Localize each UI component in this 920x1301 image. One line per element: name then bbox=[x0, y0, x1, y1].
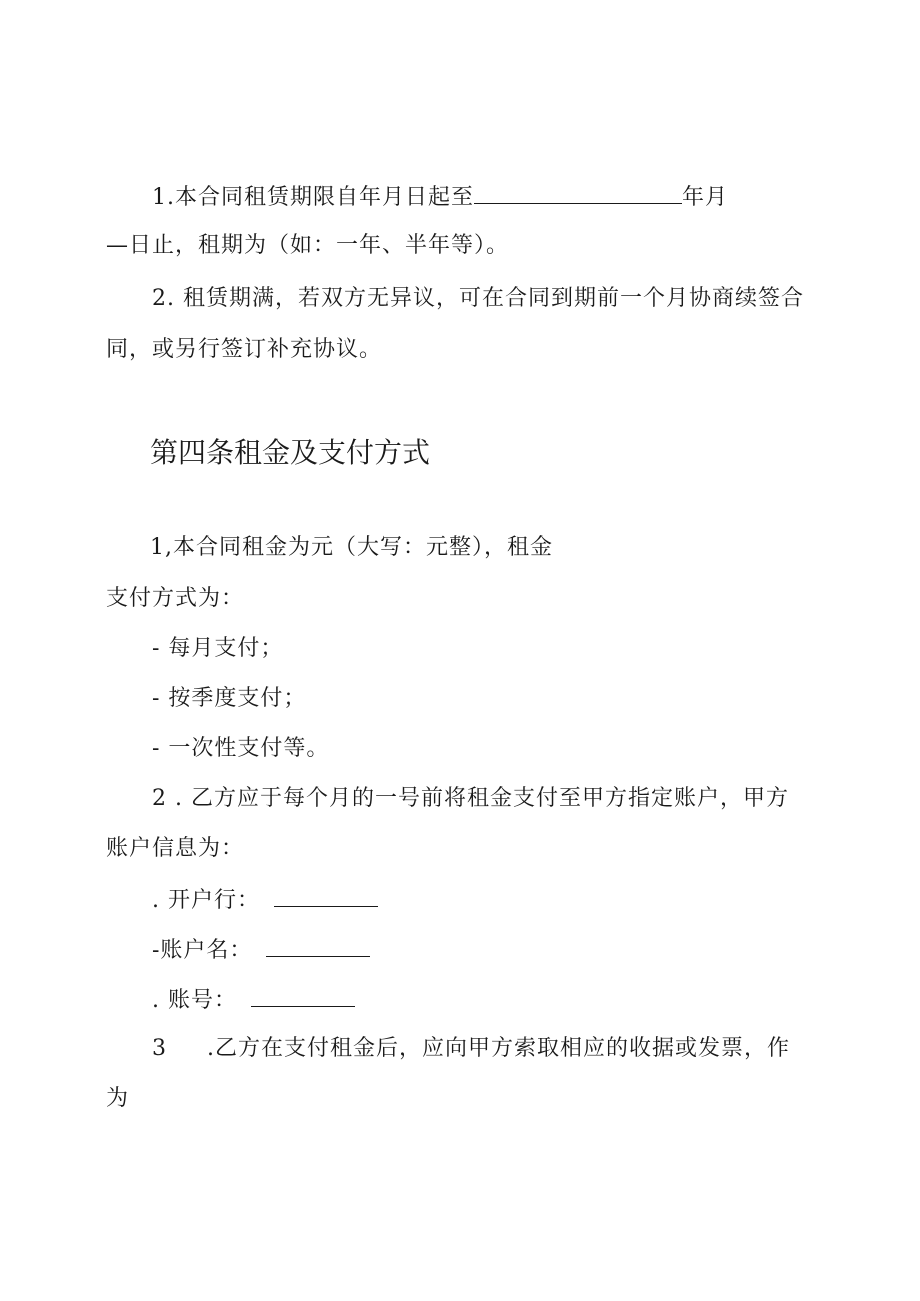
payment-option-monthly: - 每月支付； bbox=[152, 636, 284, 661]
payment-deadline-line-2: 账户信息为： bbox=[106, 836, 245, 861]
receipt-clause-number: 3 bbox=[152, 1036, 167, 1061]
bank-name-blank bbox=[274, 886, 378, 907]
bank-name-row bbox=[152, 886, 378, 914]
payment-option-lump-sum: - 一次性支付等。 bbox=[152, 736, 330, 761]
account-number-row bbox=[152, 986, 355, 1014]
lease-renewal-line-1: 2. 租赁期满，若双方无异议，可在合同到期前一个月协商续签合 bbox=[152, 286, 804, 311]
receipt-clause-text: .乙方在支付租金后，应向甲方索取相应的收据或发票，作 bbox=[207, 1036, 790, 1061]
lease-term-text-end: 年月 bbox=[682, 185, 729, 210]
rent-amount-line-2: 支付方式为： bbox=[106, 586, 245, 611]
lease-term-line-2: —日止，租期为（如：一年、半年等）。 bbox=[106, 233, 510, 258]
payment-option-quarterly: - 按季度支付； bbox=[152, 686, 307, 711]
account-number-blank bbox=[251, 986, 355, 1007]
lease-renewal-line-2: 同，或另行签订补充协议。 bbox=[106, 337, 383, 362]
account-name-label: -账户名： bbox=[152, 938, 253, 963]
lease-term-line-1 bbox=[152, 183, 728, 211]
account-name-blank bbox=[266, 936, 370, 957]
section-heading-rent-payment: 第四条租金及支付方式 bbox=[150, 436, 431, 469]
lease-end-date-blank bbox=[474, 183, 682, 204]
receipt-clause-line-1 bbox=[152, 1036, 790, 1062]
bank-name-label: . 开户行： bbox=[152, 888, 260, 913]
receipt-clause-line-2: 为 bbox=[106, 1086, 130, 1111]
account-name-row bbox=[152, 936, 370, 964]
lease-term-text-start: 1.本合同租赁期限自年月日起至 bbox=[152, 185, 474, 210]
account-number-label: . 账号： bbox=[152, 988, 237, 1013]
rent-amount-line-1: 1,本合同租金为元（大写：元整），租金 bbox=[150, 535, 553, 560]
payment-deadline-line-1: 2 . 乙方应于每个月的一号前将租金支付至甲方指定账户，甲方 bbox=[152, 786, 789, 811]
